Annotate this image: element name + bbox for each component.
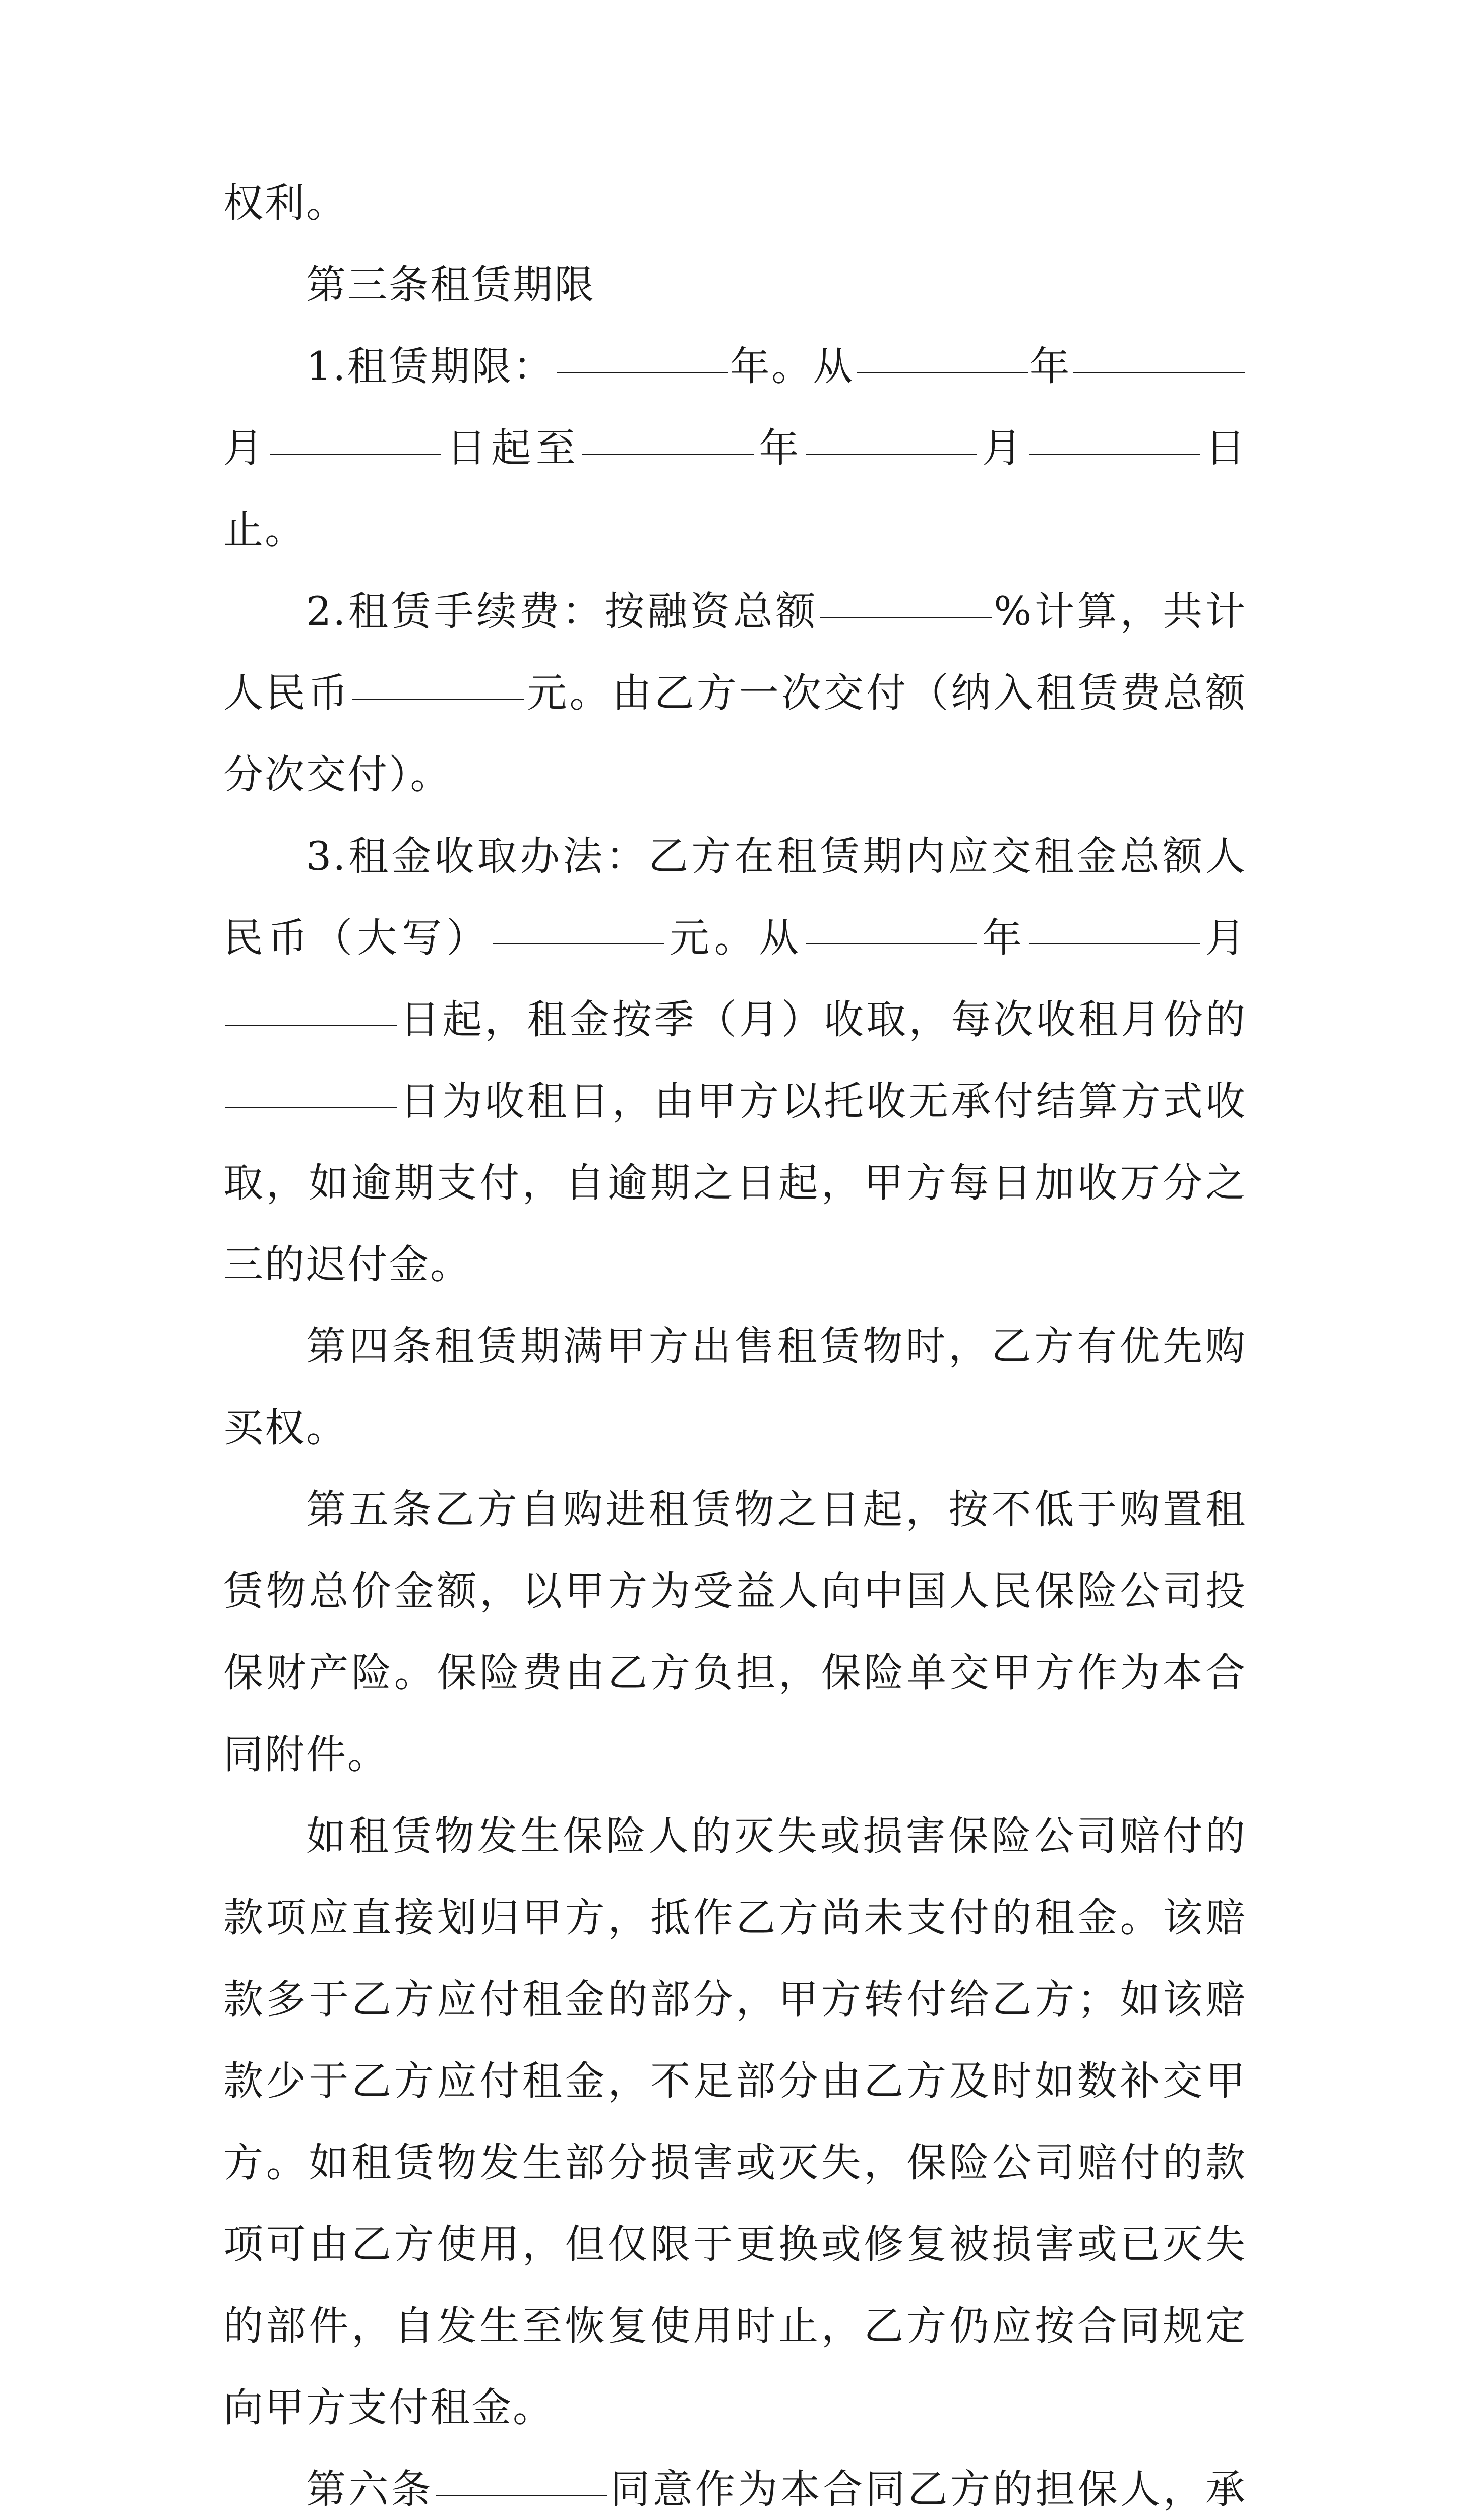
fill-blank-rent-year bbox=[806, 943, 977, 944]
text-segment: 月 bbox=[979, 425, 1027, 471]
text-segment: 1.租赁期限： bbox=[306, 343, 555, 390]
fill-blank-start-year bbox=[857, 371, 1028, 373]
text-segment: 如租赁物发生保险人的灭失或损害保险公司赔付的款项应直接划归甲方，抵作乙方尚未支付的租金。该赔款多于乙方应付租金的部分，甲方转付给乙方；如该赔款少于乙方应付租金，不足部分由乙方及时如数补交甲方。如租赁物发生部分损害或灭失，保险公司赔付的款项可由乙方使用，但仅限于更换或修复被损害或已灭失的部件，自发生至恢复使用时止，乙方仍应按合同规定向甲方支付租金。 bbox=[223, 1813, 1247, 2431]
text-segment: 权利。 bbox=[223, 180, 347, 226]
paragraph-rights-end bbox=[223, 162, 1247, 244]
text-segment: 同意作为本合同乙方的担保人，承 bbox=[609, 2466, 1247, 2512]
insurance-compensation-clause bbox=[223, 1795, 1247, 2448]
text-segment: 年 bbox=[756, 425, 804, 471]
fill-blank-rent-month bbox=[1029, 943, 1200, 944]
fill-blank-end-day bbox=[1029, 453, 1200, 455]
article-3-heading bbox=[223, 244, 1247, 326]
contract-text bbox=[223, 162, 1247, 2520]
text-segment: 年 bbox=[979, 915, 1027, 961]
text-segment: 日为收租日，由甲方以托收无承付结算方式收取，如逾期支付，自逾期之日起，甲方每日加收万分之三的迟付金。 bbox=[223, 1078, 1247, 1288]
fill-blank-rent-day bbox=[225, 1025, 397, 1026]
fill-blank-rent-total bbox=[493, 943, 664, 944]
text-segment: 年 bbox=[1029, 343, 1071, 390]
fill-blank-fee-amount bbox=[352, 698, 524, 700]
text-segment: 第四条租赁期满甲方出售租赁物时，乙方有优先购买权。 bbox=[223, 1323, 1247, 1451]
article-5 bbox=[223, 1469, 1247, 1795]
fill-blank-end-year bbox=[582, 453, 754, 455]
fill-blank-guarantor bbox=[436, 2494, 607, 2496]
text-segment: 3.租金收取办法：乙方在租赁期内应交租金总额人民币（大写） bbox=[223, 833, 1247, 961]
text-segment: 2.租赁手续费：按融资总额 bbox=[306, 588, 819, 635]
text-segment: 日起至 bbox=[443, 425, 581, 471]
text-segment: 日起，租金按季（月）收取，每次收租月份的 bbox=[399, 996, 1247, 1043]
fill-blank-end-month bbox=[806, 453, 977, 455]
text-segment: 年。从 bbox=[730, 343, 855, 390]
lease-fee-clause bbox=[223, 571, 1247, 815]
fill-blank-fee-percent bbox=[820, 616, 992, 618]
lease-term-clause bbox=[223, 326, 1247, 571]
fill-blank-years bbox=[557, 371, 728, 373]
text-segment: 第三条租赁期限 bbox=[306, 262, 595, 308]
text-segment: 月 bbox=[1202, 915, 1247, 961]
rent-collection-clause bbox=[223, 815, 1247, 1305]
fill-blank-start-day bbox=[270, 453, 441, 455]
fill-blank-start-month bbox=[1073, 371, 1245, 373]
text-segment: %计算，共计人民币 bbox=[223, 588, 1247, 716]
text-segment: 日止。 bbox=[223, 425, 1247, 553]
text-segment: 第五条乙方自购进租赁物之日起，按不低于购置租赁物总价金额，以甲方为受益人向中国人民保险公司投保财产险。保险费由乙方负担，保险单交甲方作为本合同附件。 bbox=[223, 1486, 1247, 1778]
text-segment: 元。由乙方一次交付（纳入租赁费总额分次交付）。 bbox=[223, 670, 1247, 798]
text-segment: 元。从 bbox=[666, 915, 804, 961]
fill-blank-collection-day bbox=[225, 1106, 397, 1108]
article-4 bbox=[223, 1305, 1247, 1469]
text-segment: 第六条 bbox=[306, 2466, 434, 2512]
article-6 bbox=[223, 2448, 1247, 2520]
text-segment: 月 bbox=[223, 425, 268, 471]
